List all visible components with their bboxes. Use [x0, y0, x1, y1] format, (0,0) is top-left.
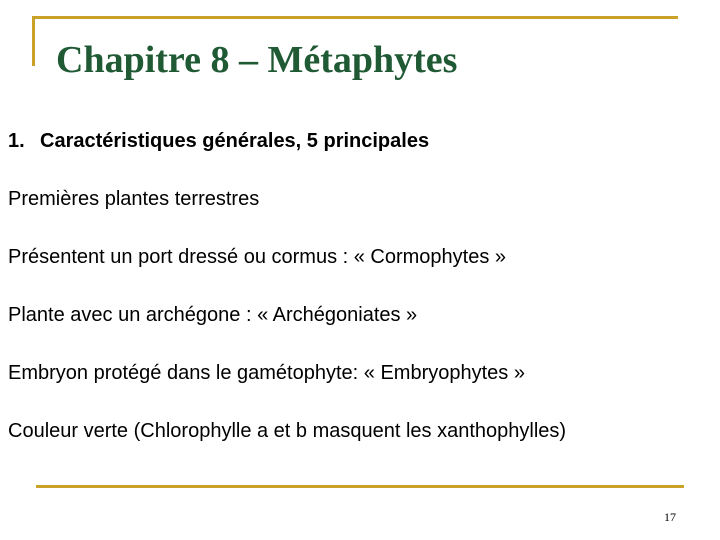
section-heading-text: Caractéristiques générales, 5 principales: [40, 130, 430, 152]
bottom-frame-line: [36, 485, 684, 488]
bullet-line: Premières plantes terrestres: [8, 188, 260, 210]
slide-title: Chapitre 8 – Métaphytes: [56, 39, 458, 81]
bullet-line: Embryon protégé dans le gamétophyte: « Embryophytes »: [8, 362, 525, 384]
left-frame-line: [32, 16, 35, 66]
page-number: 17: [664, 510, 676, 524]
bullet-line: Présentent un port dressé ou cormus : « Cormophytes »: [8, 246, 507, 268]
section-number: 1.: [8, 130, 25, 152]
section-heading: [8, 130, 429, 153]
bullet-line: Plante avec un archégone : « Archégoniates »: [8, 304, 418, 326]
bullet-line: Couleur verte (Chlorophylle a et b masquent les xanthophylles): [8, 420, 567, 442]
top-frame-line: [32, 16, 678, 19]
